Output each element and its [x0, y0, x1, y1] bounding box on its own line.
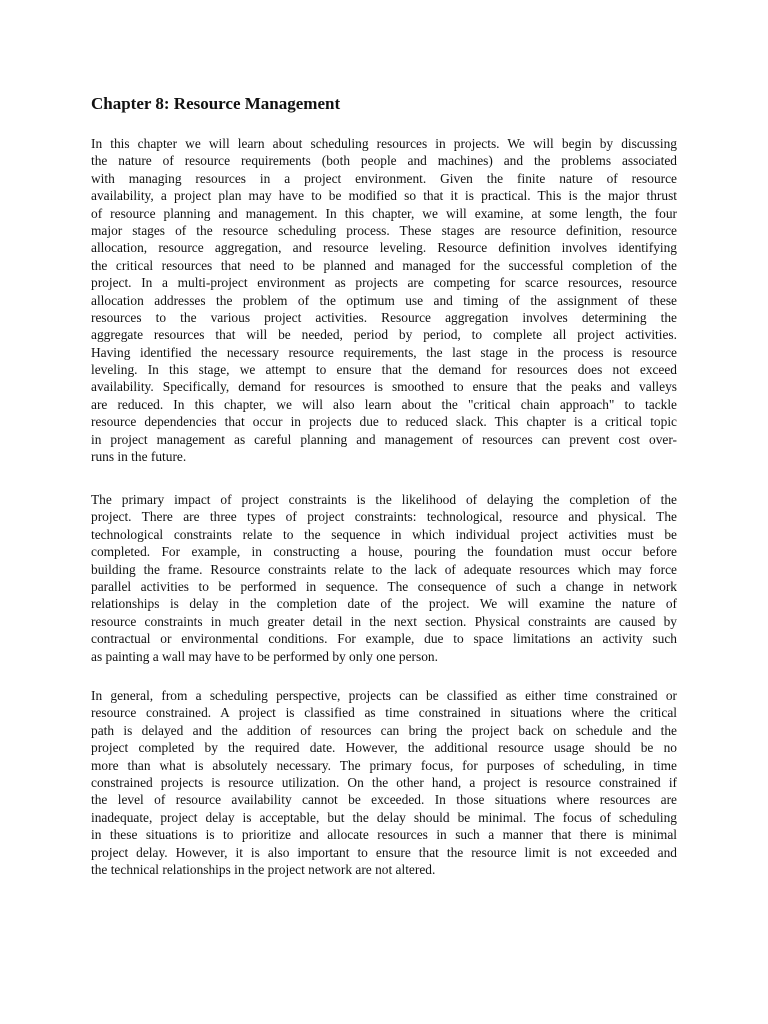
text-line: allocation addresses the problem of the optimum use and timing of the assignment of these: [91, 292, 677, 308]
text-line: allocation, resource aggregation, and resource leveling. Resource definition involves identifying: [91, 240, 677, 256]
text-line: completed. For example, in constructing a house, pouring the foundation must occur before: [91, 544, 677, 560]
text-line: runs in the future.: [91, 449, 187, 465]
text-line: more than what is absolutely necessary. The primary focus, for purposes of scheduling, in time: [91, 757, 677, 773]
text-line: technological constraints relate to the sequence in which individual project activities must be: [91, 526, 677, 542]
text-line: in project management as careful planning and management of resources can prevent cost over-: [91, 431, 677, 447]
text-line: resource dependencies that occur in projects due to reduced slack. This chapter is a critical topic: [91, 414, 677, 430]
text-line: resources to the various project activities. Resource aggregation involves determining the: [91, 309, 677, 325]
text-line: availability, a project plan may have to be modified so that it is practical. This is the major thrust: [91, 188, 677, 204]
text-line: the nature of resource requirements (both people and machines) and the problems associated: [91, 153, 677, 169]
text-line: Having identified the necessary resource requirements, the last stage in the process is resource: [91, 344, 677, 360]
text-line: In this chapter we will learn about scheduling resources in projects. We will begin by discussing: [91, 136, 677, 151]
text-line: with managing resources in a project environment. Given the finite nature of resource: [91, 170, 677, 186]
text-line: resource constrained. A project is classified as time constrained in situations where the critical: [91, 705, 677, 721]
text-line: leveling. In this stage, we attempt to ensure that the demand for resources does not exceed: [91, 362, 677, 378]
text-line: path is delayed and the addition of resources can bring the project back on schedule and the: [91, 722, 677, 738]
paragraph-scheduling: [91, 687, 677, 878]
text-line: resource constraints in much greater detail in the next section. Physical constraints are caused by: [91, 613, 677, 629]
text-line: In general, from a scheduling perspective, projects can be classified as either time constrained or: [91, 688, 677, 703]
text-line: project completed by the required date. However, the additional resource usage should be no: [91, 740, 677, 756]
text-line: project. There are three types of project constraints: technological, resource and physical. The: [91, 509, 677, 525]
text-line: are reduced. In this chapter, we will also learn about the "critical chain approach" to tackle: [91, 396, 677, 412]
text-line: as painting a wall may have to be performed by only one person.: [91, 648, 438, 664]
text-line: parallel activities to be performed in sequence. The consequence of such a change in network: [91, 578, 677, 594]
text-line: major stages of the resource scheduling process. These stages are resource definition, resource: [91, 222, 677, 238]
text-line: The primary impact of project constraints is the likelihood of delaying the completion of the: [91, 492, 677, 507]
text-line: the level of resource availability cannot be exceeded. In those situations where resources are: [91, 792, 677, 808]
text-line: constrained projects is resource utilization. On the other hand, a project is resource constrained if: [91, 774, 677, 790]
text-line: of resource planning and management. In this chapter, we will examine, at some length, the four: [91, 205, 677, 221]
paragraph-constraints: [91, 491, 677, 665]
text-line: project. In a multi-project environment as projects are competing for scarce resources, resource: [91, 275, 677, 291]
text-line: aggregate resources that will be needed, period by period, to complete all project activities.: [91, 327, 677, 343]
text-line: inadequate, project delay is acceptable, but the delay should be minimal. The focus of scheduling: [91, 809, 677, 825]
text-line: the critical resources that need to be planned and managed for the successful completion of the: [91, 257, 677, 273]
text-line: contractual or environmental conditions. For example, due to space limitations an activity such: [91, 631, 677, 647]
text-line: the technical relationships in the project network are not altered.: [91, 861, 436, 877]
text-line: availability. Specifically, demand for resources is smoothed to ensure that the peaks and valleys: [91, 379, 677, 395]
text-line: in these situations is to prioritize and allocate resources in such a manner that there is minimal: [91, 827, 677, 843]
text-line: project delay. However, it is also important to ensure that the resource limit is not exceeded and: [91, 844, 677, 860]
text-line: building the frame. Resource constraints relate to the lack of adequate resources which may force: [91, 561, 677, 577]
text-line: relationships is delay in the completion date of the project. We will examine the nature of: [91, 596, 677, 612]
chapter-title: Chapter 8: Resource Management: [91, 94, 341, 113]
paragraph-intro: [91, 135, 677, 465]
